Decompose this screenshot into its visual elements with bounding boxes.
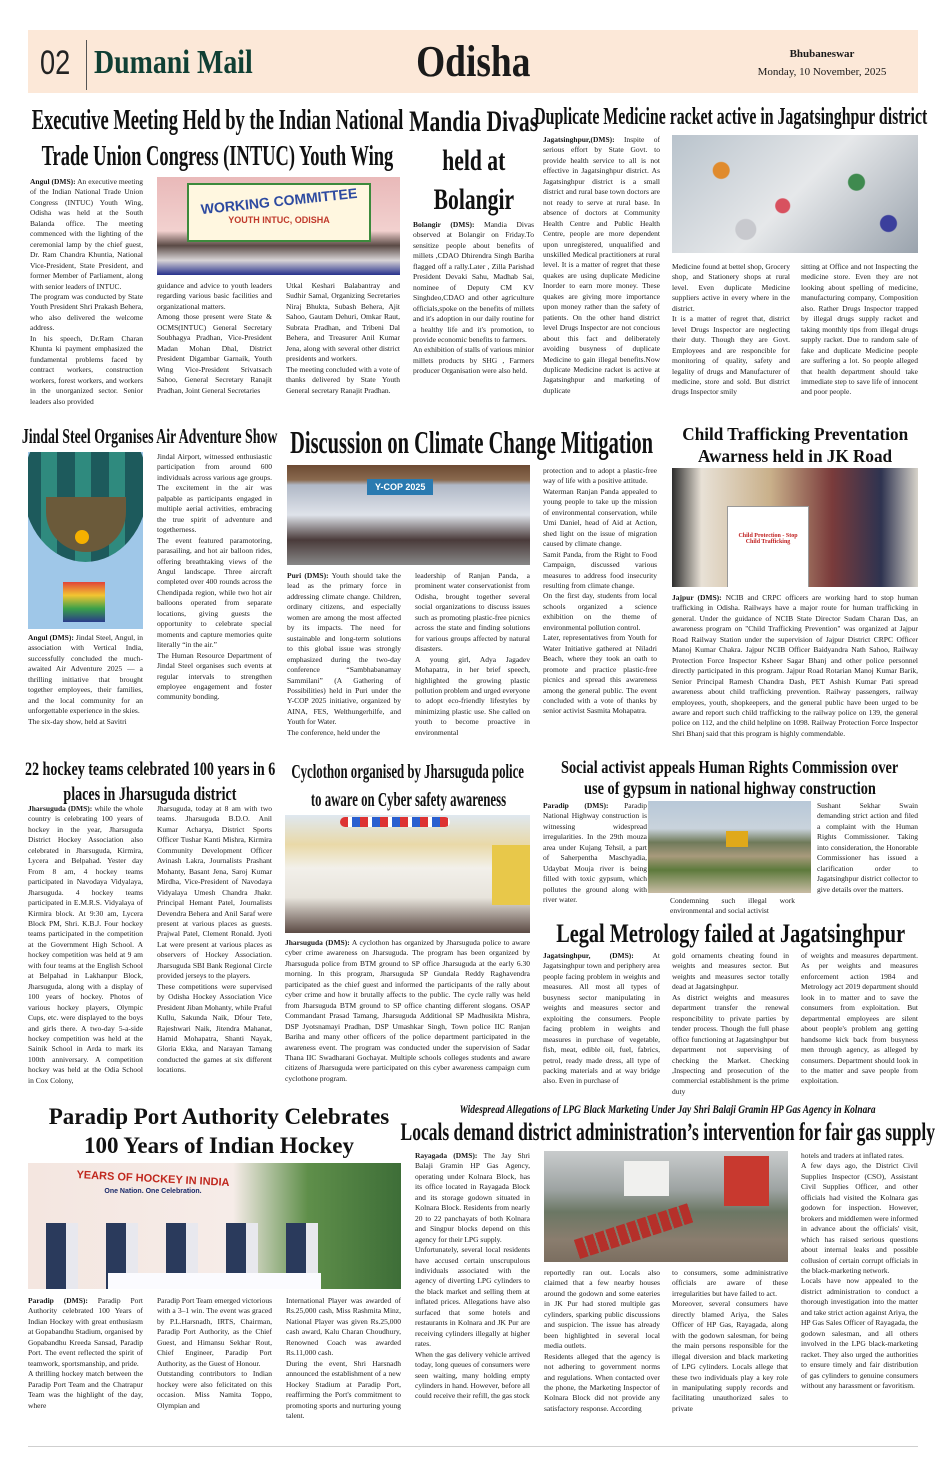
article-paradip-col-3 — [286, 1296, 401, 1442]
paragraph: leadership of Ranjan Panda, a prominent water conservationist from Odisha, brought together several social organizations to discuss issues such as promoting plastic-free picnics across the state and finding solutions for various groups affected by natural disasters. — [415, 571, 530, 654]
headline-line: use of gypsum in national highway construction — [584, 778, 876, 798]
paragraph: Utkal Keshari Balabantray and Sudhir Samal, Organizing Secretaries Niraj Bhukta, Subash Behera, Ajit Sahoo, Gautam Dehuri, Omkar Raut, Subrata Pradhan, and Tribeni Dal Behera, and Treasurer Anil Kumar Jena, along with several other district presidents and workers. — [286, 281, 400, 364]
article-climate-col-1 — [287, 571, 401, 753]
paragraph: protection and to adopt a plastic-free way of life with a positive attitude. — [543, 466, 657, 486]
dateline: Jharsuguda (DMS): — [28, 804, 93, 813]
headline-intuc — [30, 103, 405, 175]
headline-line: 22 hockey teams celebrated 100 years in 6 — [24, 759, 276, 780]
paragraph: A few days ago, the District Civil Supplies Inspector (CSO), Assistant Civil Supplies Officer, and other officials had visited the Kolnara gas godown for inspection. However, brokers and middlemen were informed in advance about the officials' visit, which has raised serious questions about internal leaks and possible collusion of certain corrupt officials in the black-marketing network. — [801, 1161, 918, 1275]
newspaper-brand: Dumani Mail — [94, 44, 253, 81]
article-jindal-col-1 — [28, 633, 143, 753]
dateline: Jagatsinghpur, (DMS): — [543, 951, 634, 960]
paragraph-text: Mandia Divas observed at Bolangir on Friday.To sensitize people about benefits of millets ,CDAO Dhirendra Singh Bariha flagged off a rally.Later , Zilla Parishad President Devaki Sahu, Madhab Sai, nominee of Deputy CM KV Singhdeo,CDAO and other agriculture officials,spoke on the benefits of millets and it's adoption in our daily routine for a healthy life and it's promotion, to provide economic benefits to farmers. — [413, 220, 534, 344]
paragraph: The Human Resource Department of Jindal Steel organises such events at regular intervals to strengthen employee engagement and foster community bonding. — [157, 650, 272, 702]
headline-lpg — [400, 1118, 935, 1148]
paragraph — [413, 220, 534, 345]
article-lpg-col-2 — [544, 1268, 660, 1442]
headline-line: 100 Years of Indian Hockey — [83, 1133, 355, 1158]
photo-banner-subtext: One Nation. One Celebration. — [104, 1188, 202, 1195]
headline-line: held at — [442, 144, 506, 177]
paragraph: Moreover, several consumers have directly blamed Ariya, the Sales Officer of HP Gas, Rayagada, along with the godown salesman, for being the main persons responsible for the illegal diversion and black marketing of LPG cylinders. Locals allege that these two individuals play a key role in manipulating supply records and facilitating unauthorized sales to private — [672, 1299, 788, 1413]
article-lpg-col-3 — [672, 1268, 788, 1442]
headline-line: Bolangir — [433, 183, 515, 216]
article-jindal-col-2 — [157, 452, 272, 752]
paragraph: Outstanding contributors to Indian hockey were also felicitated on this occasion. Miss Namita Toppo, Olympian and — [157, 1369, 272, 1410]
article-metrology-col-3 — [801, 951, 918, 1099]
article-climate-col-3 — [543, 466, 657, 753]
paragraph — [543, 801, 647, 906]
masthead — [28, 30, 918, 93]
paragraph: The meeting concluded with a vote of thanks delivered by State Youth General secretary Ranajit Pradhan. — [286, 364, 400, 395]
headline-line: Trade Union Congress (INTUC) Youth Wing — [41, 141, 394, 172]
headline-metrology — [543, 920, 918, 948]
edition-city: Bhubaneswar — [789, 48, 855, 60]
photo-banner-text: YEARS OF HOCKEY IN INDIA — [76, 1168, 230, 1190]
paragraph: When the gas delivery vehicle arrived today, long queues of consumers were seen waiting, many holding empty cylinders in hand. However, before all could receive their refill, the gas stock — [415, 1349, 530, 1401]
bottom-rule — [28, 1446, 918, 1447]
headline-line: Discussion on Climate Change Mitigation — [290, 424, 654, 460]
headline-line: Child Trafficking Preventation — [682, 424, 908, 444]
headline-line: Legal Metrology failed at Jagatsinghpur — [556, 919, 905, 948]
paragraph: gold ornaments cheating found in weights and measures sector. But weights and measures sector totally dead at Jagatsinghpur. — [672, 951, 789, 992]
article-hockey-22-col-2 — [157, 804, 272, 1100]
paragraph: A thrilling hockey match between the Paradip Port Team and the Chatrapur Team was the highlight of the day, where — [28, 1369, 143, 1410]
edition-date: Monday, 10 November, 2025 — [757, 66, 887, 78]
photo-banner-text: Y-COP 2025 — [367, 479, 433, 495]
paragraph: The conference, held under the — [287, 727, 381, 737]
headline-line: Cyclothon organised by Jharsuguda police — [291, 761, 525, 783]
article-paradip-col-1 — [28, 1296, 143, 1442]
article-metrology-col-1 — [543, 951, 660, 1099]
paragraph: to consumers, some administrative officials are aware of these irregularities but have failed to act. — [672, 1268, 788, 1298]
dateline: Angul (DMS): — [30, 177, 76, 186]
headline-line: Social activist appeals Human Rights Commission over — [561, 757, 899, 777]
article-metrology-col-2 — [672, 951, 789, 1099]
paragraph: Among those present were State & OCMS(INTUC) General Secretary Soubhagya Pradhan, Vice-President Madan Mohan Dhal, District President Digambar Garnaik, Youth Wing Vice-President Srivatsach Sahoo, General Secretary Ranajit Pradhan, Joint General Secretaries — [157, 312, 272, 395]
paragraph: As district weights and measures department transfer the renewal responcibility to private parties by tender process. Though the full phase office functioning at Jagatsinghpur but department not supervising of checking the Market. Checking ,Inspecting and prosecution of the commercial establishment is the prime duty — [672, 992, 789, 1096]
paragraph: Jharsuguda, today at 8 am with two teams. Jharsuguda B.D.O. Anil Kumar Acharya, District Sports Officer Tushar Kanti Mishra, Kirmira Community Development Officer Avinash Lakra, Journalists Prashant Mohanty, Basant Jena, Saroj Kumar Mirdha, Vice-President of Navodaya Vidyalaya Umesh Chandra Jhakr. Principal Hemant Patel, Journalists Devendra Behera and Anil Saraf were present at various places as guests. Prajwal Patel, Clement Ronald. Jyoti Lat were present at various places as observers of Hockey Association. Jharsuguda SBI Bank Regional Circle provided jerseys to the players. — [157, 804, 272, 981]
headline-hockey-22 — [24, 757, 276, 807]
paragraph: It is a matter of regret that, district level Drugs Inspector are neglecting their duty. Though they are Govt. Employees and are responcible for monitoring of quality, safety and legality of drugs and Manufacturer of medicine, store and sold. But district drugs Inspector smily — [672, 314, 790, 397]
paragraph: The event featured paramotoring, parasailing, and hot air balloon rides, offering breathtaking views of the Angul landscape. Three aircraft completed over 400 rounds across the Chendipada region, while two hot air balloons operated from separate locations, giving guests the opportunity to celebrate special moments and capture memories quite literally “in the air.” — [157, 535, 272, 650]
paragraph: Jindal Airport, witnessed enthusiastic participation from around 600 individuals across various age groups. The excitement in the air was palpable as participants engaged in multiple aerial activities, embracing the true spirit of adventure and togetherness. — [157, 452, 272, 535]
article-intuc-col-2 — [157, 281, 272, 417]
paragraph-text: Jindal Steel, Angul, in association with Vertical India, successfully concluded the much-awaited Air Adventure 2025 — a thrilling initiative that brought together employees, their families, and the local community for an unforgettable experience in the skies. — [28, 633, 143, 716]
paragraph: An exhibition of stalls of various minior millets products by SHG , Farmers producer Organisation were also held. — [413, 345, 534, 376]
paragraph-text: while the whole country is celebrating 100 years of hockey in the year, Jharsuguda District Hockey Association also celebrated in Jharsuguda, Kirmira, Lycera and Belpahad. Yester day From 8 am, 4 hockey teams participated in Navodaya Vidyalaya, Jharsuguda. 4 hockey teams participated in E.M.R.S. Vidyalaya of Kirmira block. At 9:30 am, Lycera Block PM, Shri. K.B.J. Four hockey teams participated in the competition at the Government High School. A hockey competition was held at 9 am with four teams at the English School at Belpahad in Lakhanpur Block, Jharsuguda, along with a display of 100 years of hockey. Photos of various hockey players, Olympic Cups, etc. were displayed to the boys and girls there. A two-day 5-a-side hockey competition was held at the Sainik School in Arda to mark its 100th anniversary. A competition hockey was held at the Odia School in Cox Colony, — [28, 804, 143, 1085]
dateline: Angul (DMS): — [28, 633, 74, 642]
paragraph — [285, 938, 530, 1084]
article-medicine-col-1 — [543, 135, 660, 418]
headline-gypsum — [541, 757, 919, 799]
paragraph-text: An executive meeting of the Indian National Trade Union Congress (INTUC) Youth Wing, Odisha was held at the South Balanda office. The meeting commenced with the lighting of the ceremonial lamp by the chief guest, Dr. Ram Chandra Khuntia, National Vice-President, State President, and former Member of Parliament, along with senior leaders of INTUC. — [30, 177, 143, 291]
article-hockey-22-col-1 — [28, 804, 143, 1100]
photo-trafficking-awareness — [672, 468, 918, 587]
paragraph: Paradip Port Team emerged victorious with a 3–1 win. The event was graced by P.L.Harsnadh, IRTS, Chairman, Paradip Port Authority, as the Chief Guest, and Himansu Sekhar Rout, Chief Engineer, Paradip Port Authority, as the Guest of Honour. — [157, 1296, 272, 1368]
photo-ycop-conference — [287, 465, 530, 565]
page-number: 02 — [40, 44, 71, 82]
paragraph — [28, 804, 143, 1086]
paragraph: hotels and traders at inflated rates. — [801, 1151, 904, 1160]
paragraph: These competitions were supervised by Odisha Hockey Association Vice President Jiban Mohanty, while Praful Kullu, Sakunda Naik, Dfour Tete, Rajeshwari Naik, Jitendra Mahanat, Hamid Mohapatra, Shanti Nayak, Gloria Ekka, and Narayan Tamang conducted the games at six different locations. — [157, 981, 272, 1075]
paragraph: A young girl, Adya Jagadev Mohapatra, in her brief speech, highlighted the growing plastic pollution problem and urged everyone to adopt eco-friendly lifestyles by minimizing plastic use. She called on youth to become proactive in environmental — [415, 654, 530, 737]
photo-banner-subtext: YOUTH INTUC, ODISHA — [228, 215, 330, 225]
article-intuc-col-1 — [30, 177, 143, 417]
article-mandia — [413, 220, 534, 418]
paragraph-text: At Jagatsinghpur town and periphery area people facing problem in weights and measures. All most all types of busyness sector manipulating in weights and measures sector and exploiting the consumers. People facing problem in weights and measures in purchase of vegetable, fish, meat, edible oil, fuel, fabrics, petrol, ready made dress, all type of packing materials and at way bridge also. Even in purchase of — [543, 951, 660, 1086]
paragraph — [543, 135, 660, 396]
paragraph: Waterman Ranjan Panda appealed to young people to take up the mission of environmental conservation, while Umi Daniel, head of Aid at Action, shed light on the issue of migration caused by climate change. — [543, 486, 657, 549]
paragraph — [543, 951, 660, 1087]
paragraph-text: The Jay Shri Balaji Gramin HP Gas Agency, operating under Kolnara Block, has its office located in Rayagada Block and its storage godown situated in Kolnara Block. Residents from nearly 20 to 22 panchayats of both Kolnara and Singpur blocks depend on this agency for their LPG supply. — [415, 1151, 530, 1244]
paragraph: Residents alleged that the agency is not adhering to government norms and regulations. When contacted over the phone, the Marketing Inspector of Kolnara Block did not provide any satisfactory response. According — [544, 1351, 660, 1413]
dateline: Jharsuguda (DMS): — [285, 938, 350, 947]
paragraph: Sushant Sekhar Swain demanding strict action and filed a complaint with the Human Rights Commissioner. Taking into consideration, the Honorable Commissioner has issued a clarification order to Jagatsinghpur district collector to give details over the matters. — [817, 801, 918, 894]
paragraph: The six-day show, held at Savitri — [28, 716, 127, 726]
kicker-lpg — [425, 1102, 910, 1116]
paragraph-text: Paradip Port Authority celebrated 100 Years of Indian Hockey with great enthusiasm at Gopabandhu Stadium, organised by Gopabandhu Kreeda Sansad, Paradip Port. The event reflected the spirit of teamwork, sportsmanship, and pride. — [28, 1296, 143, 1368]
paragraph: Medicine found at bettel shop, Grocery shop, and Stationery shops at rural level. Even duplicate Medicine suppliers active in every where in the district. — [672, 262, 790, 313]
headline-paradip — [28, 1102, 410, 1160]
dateline: Paradip (DMS): — [28, 1296, 88, 1305]
headline-line: places in Jharsuguda district — [63, 784, 237, 805]
section-title — [28, 36, 918, 87]
article-lpg-col-1 — [415, 1151, 530, 1442]
headline-medicine — [533, 103, 928, 131]
paragraph: Samit Panda, from the Right to Food Campaign, discussed various measures to address food insecurity resulting from climate change. — [543, 549, 657, 590]
dateline: Rayagada (DMS): — [415, 1151, 478, 1160]
article-lpg-col-4 — [801, 1151, 918, 1442]
article-gypsum-col-2 — [670, 896, 795, 917]
photo-cyclothon-participants — [285, 815, 530, 933]
paragraph: sitting at Office and not Inspecting the medicine store. Even they are not looking about spelling of medicine, manufacturing company, Composition also. Rather Drugs Inspector trapped by illegal drugs supply racket and taking monthly tips from illegal drugs supply racket. Due to random sale of fake and duplicate Medicine people are suffering a lot. So people alleged that health department should take immediate step to save life of innocent and poor people. — [801, 262, 918, 397]
section-title-text: Odisha — [415, 37, 531, 86]
paragraph: During the event, Shri Harsnadh announced the establishment of a new Hockey Stadium at Paradip Port, reaffirming the Port's commitment to promoting sports and nurturing young talent. — [286, 1358, 401, 1420]
headline-mandia — [409, 102, 539, 219]
article-gypsum-col-3 — [817, 801, 918, 917]
article-trafficking — [672, 593, 918, 753]
headline-cyclothon — [284, 758, 532, 814]
photo-lpg-queue — [544, 1151, 788, 1262]
paragraph: In his speech, Dr.Ram Charan Khunta ki payment emphasized the fundamental problems faced by contract workers, construction workers, forest workers, and workers in the unorganized sector. Senior leaders also provided — [30, 333, 143, 406]
article-cyclothon — [285, 938, 530, 1100]
paragraph: International Player was awarded of Rs.25,000 cash, Miss Rashmita Minz, National Player was given Rs.25,000 cash award, Kalu Charan Choudhury, Renowned Coach was awarded Rs.11,000 cash. — [286, 1296, 401, 1358]
paragraph: guidance and advice to youth leaders regarding various basic facilities and organizational matters. — [157, 281, 272, 311]
article-gypsum-col-1 — [543, 801, 647, 917]
article-climate-col-2 — [415, 571, 530, 753]
paragraph: of weights and measures department. As per weights and measures enforcement action 1984 and Metrology act 2019 department should look in to matter and to save the consumers from exploitation. But departmental employees are silent about people's problem ang getting handsome kick back from busyness men through agency, as alleged by consumers. Department should look in to the matter and save people from exploitation. — [801, 951, 918, 1086]
paragraph: The program was conducted by State Youth President Shri Prakash Behera, who also delivered the welcome address. — [30, 291, 143, 333]
paragraph — [28, 1296, 143, 1369]
photo-sign-text: Child Protection - Stop Child Trafficking — [738, 533, 798, 545]
headline-trafficking — [670, 423, 920, 467]
paragraph — [415, 1151, 530, 1245]
photo-intuc-meeting — [157, 177, 400, 275]
paragraph: reportedly ran out. Locals also claimed that a few nearby houses around the godown and some eateries in JK Pur had stored multiple gas cylinders, sparking public discussions and suspicion. The issue has already been highlighted in several local media outlets. — [544, 1268, 660, 1351]
paragraph — [28, 633, 143, 717]
paragraph: On the first day, students from local schools organized a science exhibition on the theme of environmental pollution control. — [543, 591, 657, 632]
article-medicine-col-2 — [672, 262, 790, 418]
photo-medicine-pills — [672, 135, 918, 253]
headline-line: to aware on Cyber safety awareness — [310, 789, 506, 811]
paragraph — [672, 593, 918, 739]
photo-hot-air-balloon — [28, 452, 143, 629]
paragraph: Locals have now appealed to the district administration to conduct a thorough investigation into the matter and take strict action against Ariya, the HP Gas Sales Officer of Rayagada, the godown salesman, and all others involved in the LPG black-marketing racket. They also urged the authorities to ensure timely and fair distribution of gas cylinders to genuine consumers without any harassment or favoritism. — [801, 1276, 918, 1390]
photo-paradip-hockey-event — [28, 1163, 401, 1289]
paragraph: Later, representatives from Youth for Water Initiative gathered at Niladri Beach, where they took an oath to promote and practice plastic-free picnics and spread this awareness among the general public. The event concluded with a vote of thanks by senior activist Sasmita Mohapatra. — [543, 633, 657, 716]
paragraph-text: Youth should take the lead as the primary force in addressing climate change. Children, ordinary citizens, and especially women are among the most affected by its impacts. The need for sustainable and long-term solutions to this global issue was strongly emphasized during the two-day conference “Sambhabanamay Sammilani” (A Gathering of Possibilities) held in Puri under the Y-COP 2025 initiative, organized by AINA, FES, Welthungerhilfe, and Youth for Water. — [287, 571, 401, 727]
dateline: Paradip (DMS): — [543, 801, 609, 810]
paragraph-text: Paradip National Highway construction is witnessing widespread irregularities. In the 29th mouza area under Kujang Tehsil, a part of Saherpentha Maschyadia, Udaybat Mouja river is being filled with toxic gypsum, which pollutes the ground along with river water. — [543, 801, 647, 905]
dateline: Jajpur (DMS): — [672, 593, 722, 602]
article-medicine-col-3 — [801, 262, 918, 418]
headline-climate — [287, 423, 657, 461]
headline-jindal — [22, 423, 278, 449]
paragraph — [287, 571, 401, 728]
headline-line: Mandia Divas — [409, 105, 539, 138]
paragraph — [30, 177, 143, 292]
paragraph-text: NCIB and CRPC officers are working hard to stop human trafficking in Odisha. Railways have a major route for human trafficking in general. Under the guidance of NCIB State Director Sudam Charan Das, an awareness program on "Child Trafficking Prevention" was organized at Jajpur Road Railway Station under the supervision of Jajpur District CRPC Officer Manoj Kumar Chakra. Jajpur NCIB Officer Baidyandra Nath Sahoo, Railway Protection Force Inspector Ksheer Sagar Bhanj and other police personnel directly participated in this program. Jajpur Road Rotarian Manoj Kumar Barik, Senior Principal Ramesh Chandra Dash, PET Ashish Kumar Pati spread awareness about child trafficking prevention. Railway passengers, railway employees, youth, shopkeepers, and the general public have been urged to be aware and report such child trafficking to the railway police on 139, the general police on 112, and the child helpline on 1098. Railway Protection Force Inspector Shri Bhanj said that this program is highly commendable. — [672, 593, 918, 738]
paragraph: Unfortunately, several local residents have accused certain unscrupulous individuals associated with the agency of diverting LPG cylinders to the black market and selling them at inflated prices. Allegations have also surfaced that some hotels and restaurants in Kolnara and JK Pur are receiving cylinders illegally at higher rates. — [415, 1245, 530, 1349]
headline-line: Locals demand district administration’s intervention for fair gas supply — [400, 1119, 935, 1146]
paragraph: Condemning such illegal work environmental and social activist — [670, 896, 795, 916]
paragraph-text: Inspite of serious effort by State Govt. to provide health service to all is not effective in Jagatsinghpur district. As Jagatsinghpur district is a small district and rural base town doctors are not ready to serve at rural base. In absence of doctors at Community Health Centre and Public Health Centre, people are more dependent upon unregistered, unqualified and unskilled Medical practitioners at rural level. It is a matter of regret that these quakes are using duplicate Medicine Inorder to earn more money. These quakes are giving more importance upon money rather than the safety of patients. On the other hand district level Drugs Inspector are not concious about this fact and deliberately avoiding busyness of duplicate Medicine to gain illegal benefits.Now duplicate Medicine racket is active at Jagatsinghpur and marketing of duplicate — [543, 135, 660, 395]
paragraph-text: A cyclothon has organized by Jharsuguda police to aware cyber crime awareness on Jharsuguda. The program has been organized by Jharsuguda police from BTM ground to SP office Jharsuguda at the early 6.30 morning. In this program, Jharsuguda SP Gundala Reddy Raghavendra participated as the chief guest and informed the participants of the rally about cyber crime and how it brutally affects to the public. The cycle rally was held from Jharsuguda BTM ground to SP office chanting different slogans. OSAP Commandant Prasad Tamang, Jharsuguda Additional SP Madhusikta Mishra, DSP Jyotsnamayi Pradhan, DSP Umashkar Singh, Town police IIC Ranjan Bariha and many other officers of the police department participated in the awareness event. The program was conducted under the supervision of Sadar Thana IIC Swadharani Gochayat. Multiple schools colleges students and aware citizens of Jharsuguda were participated on this cyber awareness campaign cum cyclothone program. — [285, 938, 530, 1083]
dateline: Puri (DMS): — [287, 571, 329, 580]
headline-line: Executive Meeting Held by the Indian National — [31, 105, 404, 136]
headline-line: Awarness held in JK Road — [697, 446, 893, 466]
headline-line: Jindal Steel Organises Air Adventure Show — [22, 424, 278, 448]
dateline: Bolangir (DMS): — [413, 220, 475, 229]
headline-line: Paradip Port Authority Celebrates — [48, 1104, 390, 1129]
article-intuc-col-3 — [286, 281, 400, 417]
headline-line: Duplicate Medicine racket active in Jagatsinghpur district — [533, 104, 928, 130]
dateline: Jagatsinghpur,(DMS): — [543, 135, 615, 144]
kicker-lpg-text: Widespread Allegations of LPG Black Marketing Under Jay Shri Balaji Gramin HP Gas Agency in Kolnara — [459, 1102, 876, 1116]
photo-banner-text: WORKING COMMITTEE — [200, 184, 358, 218]
article-paradip-col-2 — [157, 1296, 272, 1442]
photo-highway-construction — [648, 801, 811, 893]
